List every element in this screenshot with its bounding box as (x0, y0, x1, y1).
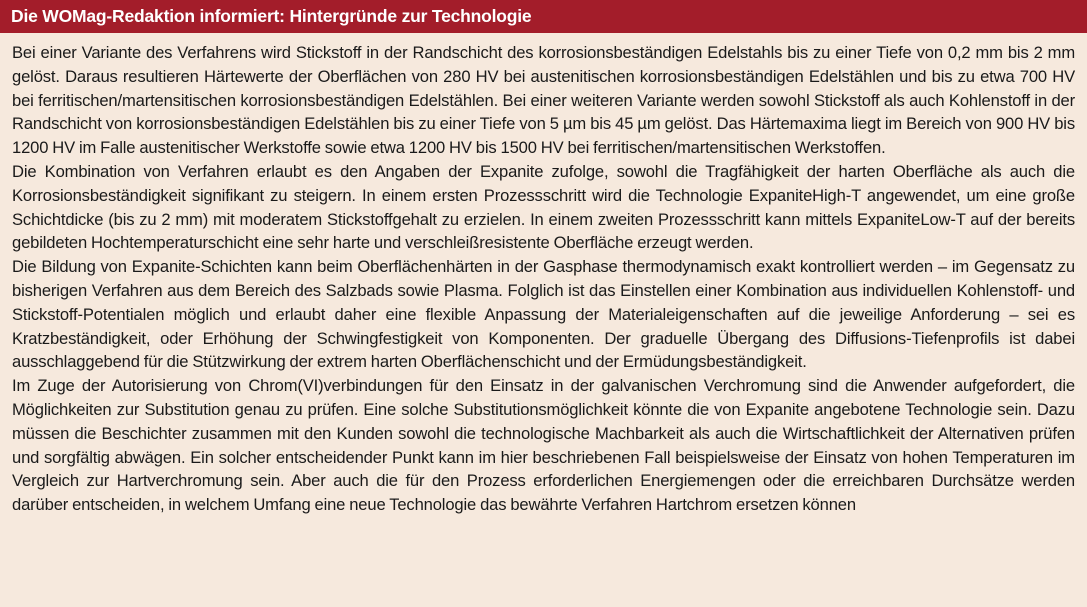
paragraph-2: Die Kombination von Verfahren erlaubt es den Angaben der Expanite zufolge, sowohl die Tragfähigkeit der harten Oberfläche als auch die Korrosionsbeständigkeit signifikant zu steigern. In einem ersten Prozessschritt wird die Technologie ExpaniteHigh-T angewendet, um eine große Schichtdicke (bis zu 2 mm) mit moderatem Stickstoffgehalt zu erzielen. In einem zweiten Prozessschritt kann mittels ExpaniteLow-T auf der bereits gebildeten Hochtemperaturschicht eine sehr harte und verschleißresistente Oberfläche erzeugt werden. (12, 161, 1075, 253)
box-content (0, 33, 1087, 517)
paragraph-4: Im Zuge der Autorisierung von Chrom(VI)verbindungen für den Einsatz in der galvanischen Verchromung sind die Anwender aufgefordert, die Möglichkeiten zur Substitution genau zu prüfen. Eine solche Substitutionsmöglichkeit könnte die von Expanite angebotene Technologie sein. Dazu müssen die Beschichter zusammen mit den Kunden sowohl die technologische Machbarkeit als auch die Wirtschaftlichkeit der Alternativen prüfen und sorgfältig abwägen. Ein solcher entscheidender Punkt kann im hier beschriebenen Fall beispielsweise der Einsatz von hohen Temperaturen im Vergleich zur Hartverchromung sein. Aber auch die für den Prozess erforderlichen Energiemengen oder die erreichbaren Durchsätze werden darüber entscheiden, in welchem Umfang eine neue Technologie das bewährte Verfahren Hartchrom ersetzen können (12, 376, 1075, 515)
paragraph-1: Bei einer Variante des Verfahrens wird Stickstoff in der Randschicht des korrosionsbeständigen Edelstahls bis zu einer Tiefe von 0,2 mm bis 2 mm gelöst. Daraus resultieren Härtewerte der Oberflächen von 280 HV bei austenitischen korrosionsbeständigen Edelstählen und bis zu etwa 700 HV bei ferritischen/martensitischen korrosionsbeständigen Edelstählen. Bei einer weiteren Variante werden sowohl Stickstoff als auch Kohlenstoff in der Randschicht von korrosionsbeständigen Edelstählen bis zu einer Tiefe von 5 µm bis 45 µm gelöst. Das Härtemaxima liegt im Bereich von 900 HV bis 1200 HV im Falle austenitischer Werkstoffe sowie etwa 1200 HV bis 1500 HV bei ferritischen/martensitischen Werkstoffen. (12, 43, 1075, 158)
paragraph-3: Die Bildung von Expanite-Schichten kann beim Oberflächenhärten in der Gasphase thermodynamisch exakt kontrolliert werden – im Gegensatz zu bisherigen Verfahren aus dem Bereich des Salzbads sowie Plasma. Folglich ist das Einstellen einer Kombination aus individuellen Kohlenstoff- und Stickstoff-Potentialen möglich und erlaubt daher eine flexible Anpassung der Materialeigenschaften auf die jeweilige Anforderung – sei es Kratzbeständigkeit, oder Erhöhung der Schwingfestigkeit von Komponenten. Der graduelle Übergang des Diffusions-Tiefenprofils ist dabei ausschlaggebend für die Stützwirkung der extrem harten Oberflächenschicht und der Ermüdungsbeständigkeit. (12, 257, 1075, 372)
box-title: Die WOMag-Redaktion informiert: Hintergründe zur Technologie (11, 6, 532, 26)
box-header (0, 0, 1087, 33)
